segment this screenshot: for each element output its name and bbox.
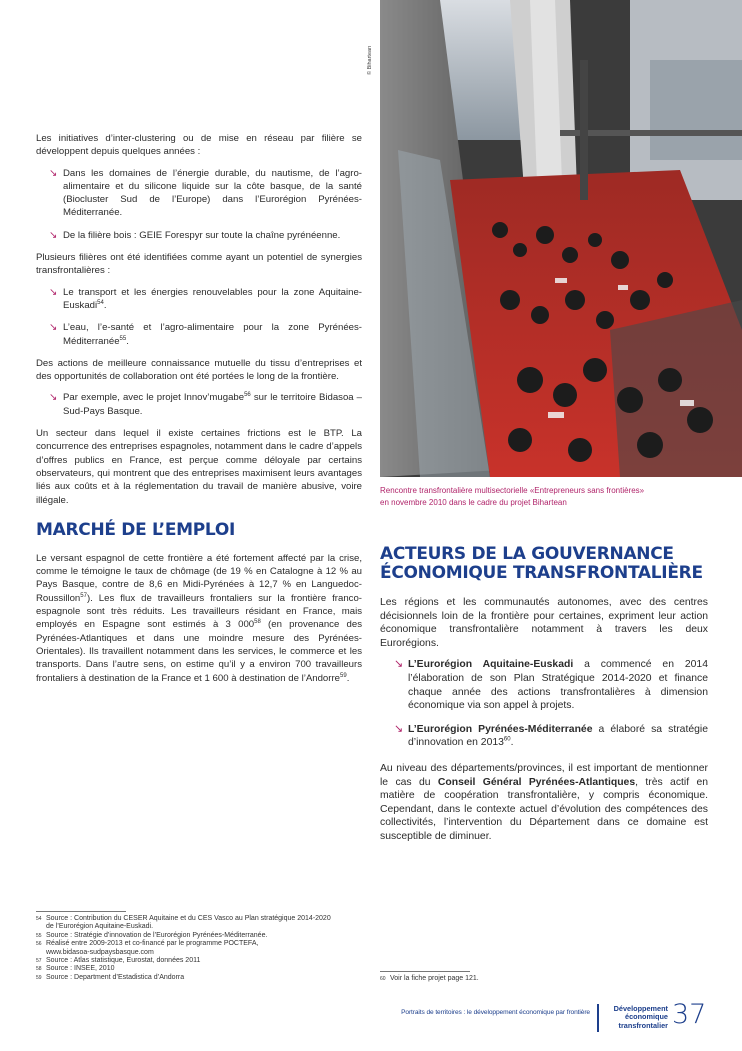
bullet-pyrenees-text: a élaboré sa stratégie d’innovation en 2013: [408, 723, 708, 749]
footnote-text: Source : Department d’Estadistica d’Andorra: [46, 973, 185, 981]
section-line1: Développement: [613, 1004, 668, 1013]
footnote-number: 59: [36, 974, 42, 981]
bullet-aquitaine-euskadi: [380, 658, 708, 712]
footnote-number: 55: [36, 932, 42, 939]
arrow-icon: ↘: [49, 229, 58, 241]
photo-caption-line2: en novembre 2010 dans le cadre du projet Bihartean: [380, 497, 567, 507]
arrow-icon: ↘: [49, 167, 58, 179]
footnote-text: Réalisé entre 2009-2013 et co-financé par le programme POCTEFA,: [46, 940, 259, 948]
heading-marche-emploi: MARCHÉ DE L’EMPLOI: [36, 519, 236, 540]
footnote-number: 54: [36, 916, 42, 922]
marche-text-c: (en provenance des Pyrénées-Atlantiques et dans une moindre mesure des Pyrénées-Orientales). Ils travaillent notamment dans les services, le commerce et les transports. Dans l’autre sens, on estime qu’il y a environ 700 travailleurs frontaliers à destination de la France et 1 600 à destination de l’Andorre: [36, 619, 362, 684]
footnote-ref-56: 56: [244, 392, 251, 399]
footnote-number: 58: [36, 966, 42, 973]
footnote-text: www.bidasoa-sudpaysbasque.com: [46, 948, 154, 956]
marche-text-a: Le versant espagnol de cette frontière a été fortement affecté par la crise, comme le témoigne le taux de chômage (de 19 % en Catalogne à 12 % au Pays Basque, contre de 8,6 en Midi-Pyrénées à 12,7 % en Languedoc-Roussillon: [36, 552, 362, 604]
bullet-transport: ↘ Le transport et les énergies renouvelables pour la zone Aquitaine-Euskadi$^{54}$.: [49, 286, 362, 311]
arrow-icon: ↘: [394, 658, 404, 671]
footnote-rule-right: [380, 971, 470, 972]
footnote-ref-58: 58: [254, 619, 261, 626]
photo-caption-line1: Rencontre transfrontalière multisectorielle «Entrepreneurs sans frontières»: [380, 486, 645, 495]
footnote-text: Source : Contribution du CESER Aquitaine et du CES Vasco au Plan stratégique 2014-2020: [46, 915, 331, 922]
arrow-icon: ↘: [394, 722, 404, 735]
footnote-number: 56: [36, 941, 42, 948]
bullet-innovmugabe: [36, 391, 362, 418]
footnote: [36, 949, 366, 957]
photo-credit-text: © Bihartean: [367, 45, 373, 75]
right-column: [380, 545, 708, 844]
section-line2: économique: [625, 1012, 668, 1022]
bullet-pyrenees-mediterranee: ↘ L’Eurorégion Pyrénées-Méditerranée a élaboré sa stratégie d’innovation en 2013$^{60}$.: [394, 722, 708, 749]
footer-section-label: [600, 1005, 668, 1030]
footnote: [36, 915, 366, 923]
heading-line2: ÉCONOMIQUE TRANSFRONTALIÈRE: [380, 563, 703, 583]
footnote-text: Source : Stratégie d’innovation de l’Eurorégion Pyrénées-Méditerranée.: [46, 931, 268, 939]
footnote: [36, 932, 366, 940]
footnote-text: Source : Atlas statistique, Eurostat, données 2011: [46, 957, 201, 965]
event-photo-image: [380, 0, 742, 477]
arrow-icon: ↘: [49, 392, 58, 404]
footnote: [36, 974, 366, 982]
footer-series-title: Portraits de territoires : le développement économique par frontière: [401, 1009, 590, 1016]
footnote-ref-55: 55: [119, 335, 127, 342]
footnote-ref-59: 59: [340, 672, 347, 679]
footnote-number: 60: [380, 976, 386, 982]
paragraph-interclustering: Les initiatives d’inter-clustering ou de mise en réseau par filière se développent depuis quelques années :: [36, 133, 362, 158]
photo-caption: [380, 485, 710, 508]
paragraph-btp: Un secteur dans lequel il existe certaines frictions est le BTP. La concurrence des entreprises espagnoles, notamment dans le cadre d’appels d’offres publics en France, est perçue comme déloyale par certains observateurs, qui montrent que des entreprises maximisent leurs avantages liés aux coûts et à la réglementation du travail de manière abusive, voire illégale.: [36, 428, 362, 506]
bullet-transport-text: Le transport et les énergies renouvelables pour la zone Aquitaine-Euskadi: [63, 286, 362, 311]
footnote-ref-57: 57: [80, 592, 87, 599]
footnote-rule-left: [36, 911, 126, 912]
departements-text-a: Au niveau des départements/provinces, il est important de mentionner le cas du: [380, 762, 708, 788]
paragraph-marche-emploi: Le versant espagnol de cette frontière a été fortement affecté par la crise, comme le témoigne le taux de chômage (de 19 % en Catalogne à 12 % au Pays Basque, contre de 8,6 en Midi-Pyrénées à 12,7 % en Languedoc-Roussillon$^{57}$). Les flux de travailleurs frontaliers sur la frontière franco-espagnole sont très réduits. Les travailleurs résidant en France, mais employés en Espagne sont estimés à 3 $000^{58}$ (en provenance des Pyrénées-Atlantiques et dans une moindre mesure des Pyrénées-Orientales). Ils travaillent notamment dans les services, le commerce et les transports. Dans l’autre sens, on estime qu’il y a environ 700 travailleurs frontaliers à destination de la France et 1 600 à destination de l’Andorre$^{59}$.: [36, 552, 362, 684]
photo-credit: [363, 40, 377, 80]
page-number: 37: [672, 999, 707, 1030]
footnote-ref-54: 54: [97, 299, 104, 306]
paragraph-departements: [380, 762, 708, 844]
footnote-ref-60: 60: [503, 736, 511, 743]
bullet-innovmugabe-text-a: Par exemple, avec le projet Innov’mugabe: [63, 392, 245, 404]
footnote-text: Source : INSEE, 2010: [46, 965, 115, 973]
footnote-number: 57: [36, 958, 42, 965]
bullet-domaines: [36, 167, 362, 220]
bullet-domaines-text: Dans les domaines de l’énergie durable, du nautisme, de l’agro-alimentaire et du silicone liquide sur la côte basque, de la santé (Biocluster Sud de l’Europe) dans l’Eurorégion Pyrénées-Méditerranée.: [63, 167, 362, 219]
footnote-right: [380, 975, 680, 983]
bullet-innovmugabe-text-b: sur le territoire Bidasoa – Sud-Pays Basque.: [63, 392, 362, 417]
departements-text-b: , très actif en matière de coopération transfrontalière, y compris économique. Cependant, dans le contexte actuel d’évolution des compétences des collectivités, l’intervention du Département dans ce domaine est susceptible de diminuer.: [380, 776, 709, 842]
paragraph-regions: Les régions et les communautés autonomes, avec des centres décisionnels loin de la frontière pour certaines, expriment leur action économique transfrontalière notamment à travers les deux Eurorégions.: [380, 597, 708, 649]
bullet-eau: ↘ L’eau, l’e-santé et l’agro-alimentaire pour la zone Pyrénées-Méditerranée$^{55}$.: [49, 322, 362, 347]
conseil-general-label: Conseil Général Pyrénées-Atlantiques: [437, 776, 636, 788]
heading-line1: ACTEURS DE LA GOUVERNANCE: [380, 544, 674, 564]
bullet-filiere-bois-text: De la filière bois : GEIE Forespyr sur toute la chaîne pyrénéenne.: [63, 229, 341, 241]
footnotes-left: [36, 915, 366, 982]
footer-divider: [597, 1004, 599, 1032]
bullet-eau-text: L’eau, l’e-santé et l’agro-alimentaire pour la zone Pyrénées-Méditerranée: [63, 322, 362, 347]
footnote: [36, 923, 366, 931]
euroregion-pyrenees-label: L’Eurorégion Pyrénées-Méditerranée: [408, 723, 593, 735]
footnote-text: de l’Eurorégion Aquitaine-Euskadi.: [46, 923, 154, 931]
footnote-text: Voir la fiche projet page 121.: [390, 975, 479, 982]
arrow-icon: ↘: [49, 322, 58, 334]
left-column: [36, 132, 362, 685]
event-photo: [380, 0, 742, 477]
footnote: [36, 940, 366, 948]
paragraph-filieres: Plusieurs filières ont été identifiées comme ayant un potentiel de synergies transfrontalières :: [36, 252, 362, 277]
arrow-icon: ↘: [49, 286, 58, 298]
section-line3: transfrontalier: [618, 1020, 668, 1030]
bullet-aquitaine-text: a commencé en 2014 l’élaboration de son Plan Stratégique 2014-2020 et finance chaque année des actions transfrontalières à dimension économique via son appel à projets.: [408, 659, 708, 712]
paragraph-connaissance: Des actions de meilleure connaissance mutuelle du tissu d’entreprises et des opportunités de collaboration ont été portées le long de la frontière.: [36, 357, 362, 383]
heading-acteurs-gouvernance: [380, 545, 708, 583]
marche-text-b: ). Les flux de travailleurs frontaliers sur la frontière franco-espagnole sont très réduits. Les travailleurs résidant en France, mais employés en Espagne sont estimés à 3 000: [36, 592, 362, 631]
eurorégion-aquitaine-label: L’Eurorégion Aquitaine-Euskadi: [408, 659, 574, 671]
footnote: [36, 965, 366, 973]
bullet-filiere-bois: [36, 229, 362, 242]
footnote: [36, 957, 366, 965]
